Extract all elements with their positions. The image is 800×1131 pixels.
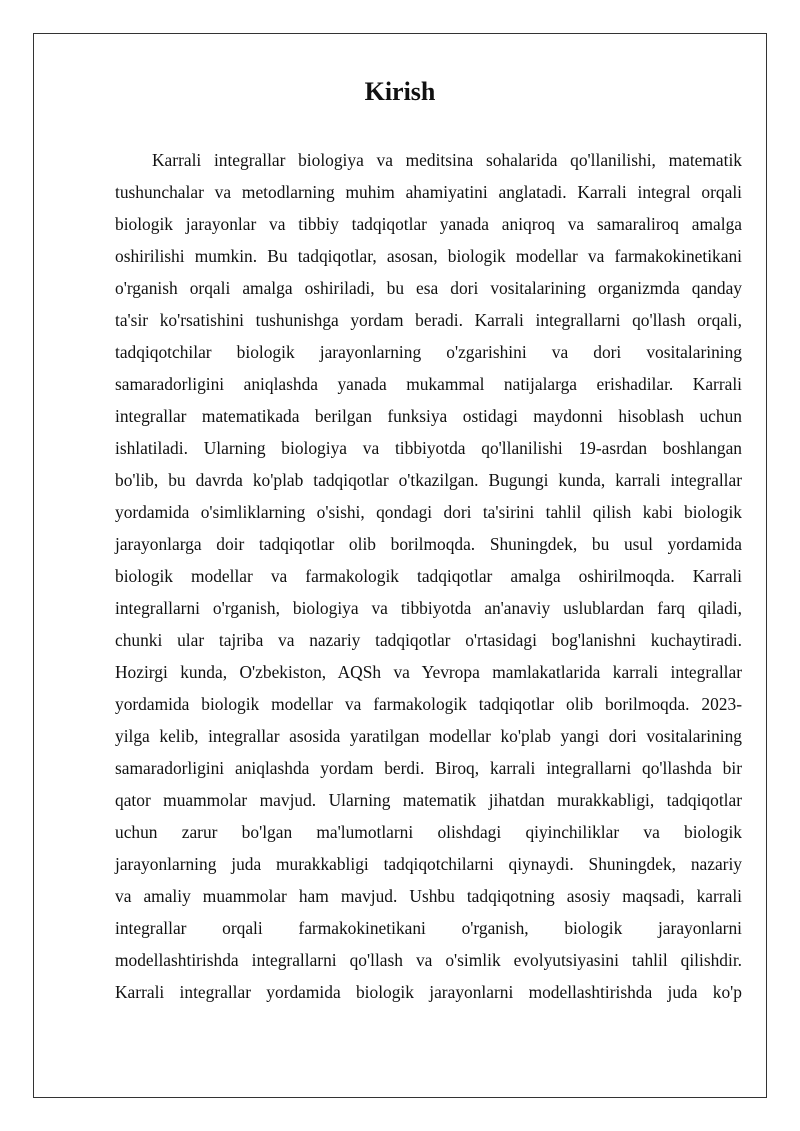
text-line: yordamida biologik modellar va farmakologik tadqiqotlar olib borilmoqda. 2023- — [115, 694, 742, 714]
text-line: biologik modellar va farmakologik tadqiqotlar amalga oshirilmoqda. Karrali — [115, 566, 742, 586]
body-paragraph — [115, 144, 742, 1008]
text-line: qator muammolar mavjud. Ularning matematik jihatdan murakkabligi, tadqiqotlar — [115, 790, 742, 810]
text-line: Karrali integrallar biologiya va meditsina sohalarida qo'llanilishi, matematik — [152, 150, 742, 170]
text-line: oshirilishi mumkin. Bu tadqiqotlar, asosan, biologik modellar va farmakokinetikani — [115, 246, 742, 266]
text-line: ta'sir ko'rsatishini tushunishga yordam beradi. Karrali integrallarni qo'llash orqali, — [115, 310, 742, 330]
text-line: Hozirgi kunda, O'zbekiston, AQSh va Yevropa mamlakatlarida karrali integrallar — [115, 662, 742, 682]
text-line: jarayonlarning juda murakkabligi tadqiqotchilarni qiynaydi. Shuningdek, nazariy — [115, 854, 742, 874]
text-line: Karrali integrallar yordamida biologik jarayonlarni modellashtirishda juda ko'p — [115, 982, 742, 1002]
text-line: tadqiqotchilar biologik jarayonlarning o'zgarishini va dori vositalarining — [115, 342, 742, 362]
text-line: jarayonlarga doir tadqiqotlar olib borilmoqda. Shuningdek, bu usul yordamida — [115, 534, 742, 554]
text-line: chunki ular tajriba va nazariy tadqiqotlar o'rtasidagi bog'lanishni kuchaytiradi. — [115, 630, 742, 650]
text-line: o'rganish orqali amalga oshiriladi, bu esa dori vositalarining organizmda qanday — [115, 278, 742, 298]
text-line: samaradorligini aniqlashda yordam berdi. Biroq, karrali integrallarni qo'llashda bir — [115, 758, 742, 778]
text-line: integrallarni o'rganish, biologiya va tibbiyotda an'anaviy uslublardan farq qiladi, — [115, 598, 742, 618]
text-line: yordamida o'simliklarning o'sishi, qondagi dori ta'sirini tahlil qilish kabi biologik — [115, 502, 742, 522]
text-line: bo'lib, bu davrda ko'plab tadqiqotlar o'tkazilgan. Bugungi kunda, karrali integrallar — [115, 470, 742, 490]
text-line: biologik jarayonlar va tibbiy tadqiqotlar yanada aniqroq va samaraliroq amalga — [115, 214, 742, 234]
text-line: yilga kelib, integrallar asosida yaratilgan modellar ko'plab yangi dori vositalarining — [115, 726, 742, 746]
document-title: Kirish — [364, 77, 436, 106]
text-line: tushunchalar va metodlarning muhim ahamiyatini anglatadi. Karrali integral orqali — [115, 182, 742, 202]
text-line: ishlatiladi. Ularning biologiya va tibbiyotda qo'llanilishi 19-asrdan boshlangan — [115, 438, 742, 458]
text-line: integrallar matematikada berilgan funksiya ostidagi maydonni hisoblash uchun — [115, 406, 742, 426]
text-line: va amaliy muammolar ham mavjud. Ushbu tadqiqotning asosiy maqsadi, karrali — [115, 886, 742, 906]
text-line: integrallar orqali farmakokinetikani o'rganish, biologik jarayonlarni — [115, 918, 742, 938]
text-line: uchun zarur bo'lgan ma'lumotlarni olishdagi qiyinchiliklar va biologik — [115, 822, 742, 842]
text-line: samaradorligini aniqlashda yanada mukammal natijalarga erishadilar. Karrali — [115, 374, 742, 394]
text-line: modellashtirishda integrallarni qo'llash va o'simlik evolyutsiyasini tahlil qilishdir. — [115, 950, 742, 970]
